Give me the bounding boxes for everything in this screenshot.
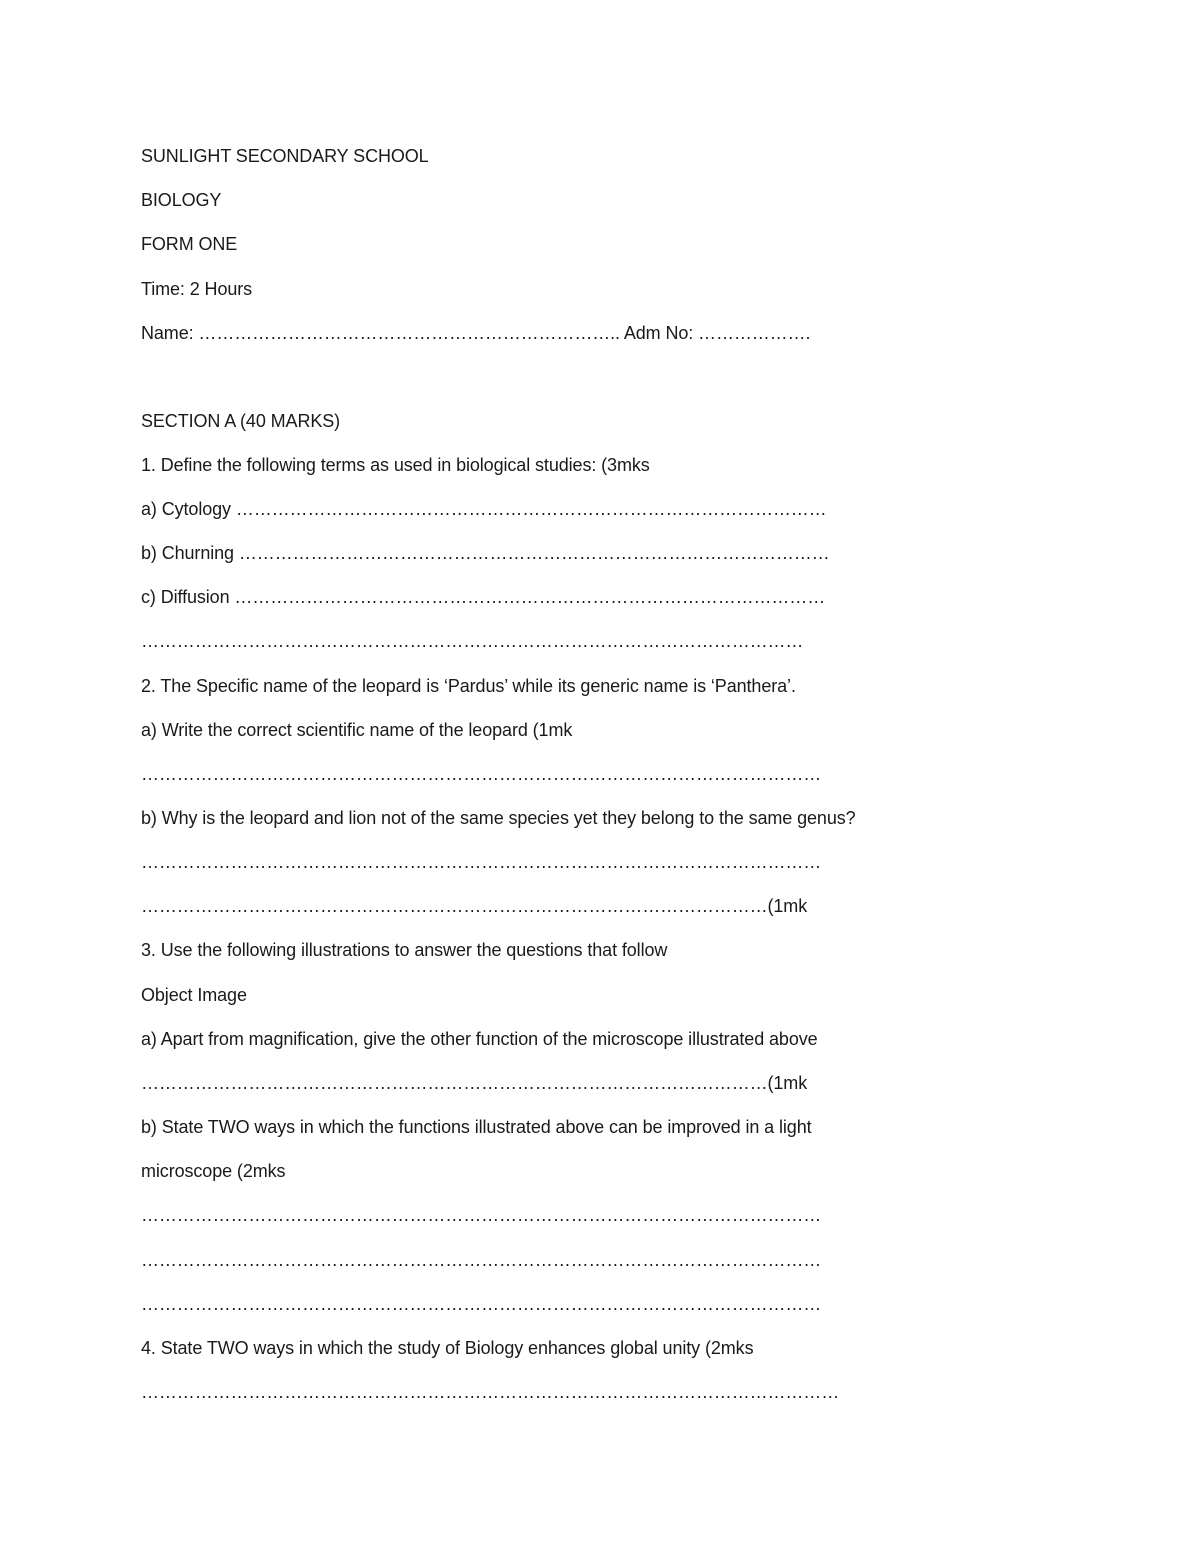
answer-line: …………………………………………………………………………………………………… xyxy=(141,852,822,872)
question-1-prompt: 1. Define the following terms as used in biological studies: (3mks xyxy=(141,455,650,475)
question-2b: b) Why is the leopard and lion not of the same species yet they belong to the same genus? xyxy=(141,808,856,828)
section-title: SECTION A (40 MARKS) xyxy=(141,411,341,431)
answer-line: …………………………………………………………………………………………………… xyxy=(141,1205,822,1225)
exam-time: Time: 2 Hours xyxy=(141,279,253,299)
illustration-labels: Object Image xyxy=(141,985,247,1005)
answer-line: …………………………………………………………………………………………………… xyxy=(141,1250,822,1270)
answer-line: ………………………………………………………………………………………………… xyxy=(141,631,804,651)
question-2a: a) Write the correct scientific name of the leopard (1mk xyxy=(141,720,573,740)
question-1a: a) Cytology ……………………………………………………………………………………… xyxy=(141,499,827,519)
answer-line: …………………………………………………………………………………………………… xyxy=(141,1294,822,1314)
answer-line: ……………………………………………………………………………………………(1mk xyxy=(141,1073,808,1093)
question-4-prompt: 4. State TWO ways in which the study of Biology enhances global unity (2mks xyxy=(141,1338,754,1358)
answer-line: ……………………………………………………………………………………………………… xyxy=(141,1382,840,1402)
answer-line: ……………………………………………………………………………………………(1mk xyxy=(141,896,808,916)
question-2-prompt: 2. The Specific name of the leopard is ‘Pardus’ while its generic name is ‘Panthera’. xyxy=(141,676,796,696)
question-3a: a) Apart from magnification, give the other function of the microscope illustrated above xyxy=(141,1029,818,1049)
subject-title: BIOLOGY xyxy=(141,190,222,210)
answer-line: …………………………………………………………………………………………………… xyxy=(141,764,822,784)
school-name: SUNLIGHT SECONDARY SCHOOL xyxy=(141,146,429,166)
name-adm-line: Name: …………………………………………………………….. Adm No: ………………. xyxy=(141,323,811,343)
question-3-prompt: 3. Use the following illustrations to answer the questions that follow xyxy=(141,940,668,960)
form-level: FORM ONE xyxy=(141,234,238,254)
question-1c: c) Diffusion ……………………………………………………………………………………… xyxy=(141,587,826,607)
question-1b: b) Churning ……………………………………………………………………………………… xyxy=(141,543,830,563)
question-3b: b) State TWO ways in which the functions illustrated above can be improved in a light xyxy=(141,1117,812,1137)
question-3b-continued: microscope (2mks xyxy=(141,1161,286,1181)
